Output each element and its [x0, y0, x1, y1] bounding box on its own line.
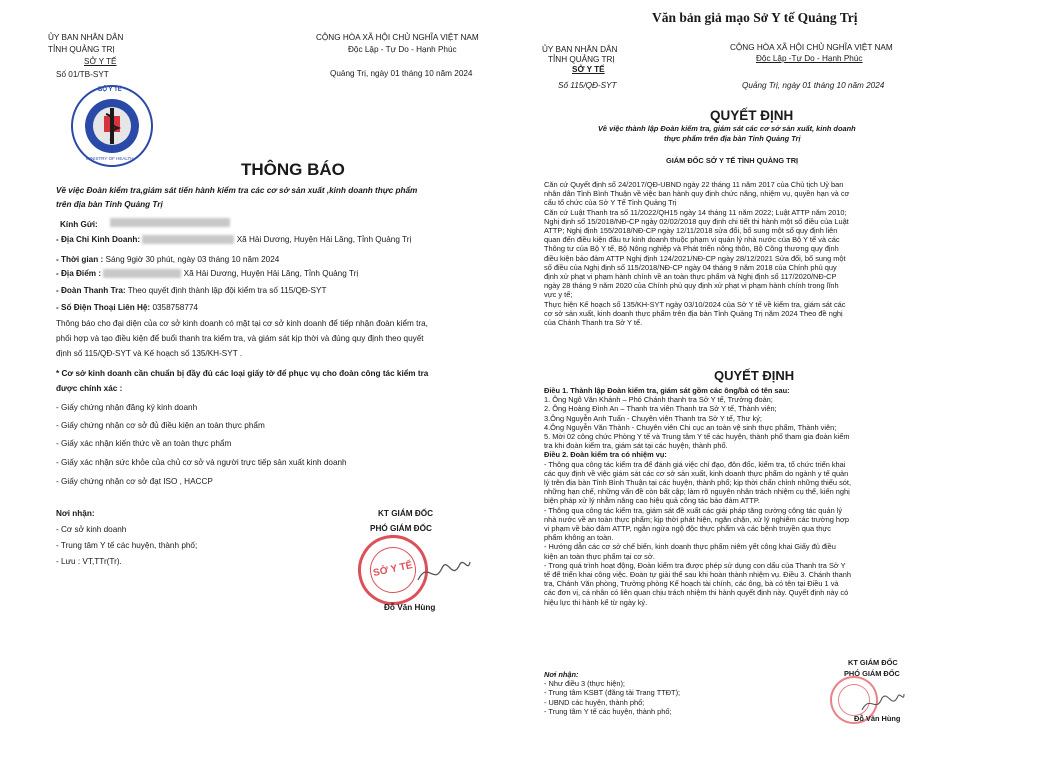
to-label: Kính Gửi:	[60, 220, 98, 229]
org-line-1: ỦY BAN NHÂN DÂN	[48, 33, 124, 42]
notice-subtitle-2: trên địa bàn Tỉnh Quảng Trị	[56, 200, 163, 209]
logo-top-text: BỘ Y TẾ	[98, 87, 122, 93]
redacted-place	[103, 269, 181, 278]
notice-line-2: phối hợp và tạo điều kiện để buổi thanh tra kiểm tra, và giám sát kịp thời và đúng quy định theo quyết	[56, 334, 424, 343]
notice-title: THÔNG BÁO	[241, 160, 345, 179]
signer-name: Đỗ Văn Hùng	[854, 714, 901, 723]
recipients-block: Nơi nhận: - Như điều 3 (thực hiện); - Trung tâm KSBT (đăng tải Trang TTĐT); - UBND các huyện, thành phố; - Trung tâm Y tế các huyện, thành phố;	[544, 670, 681, 716]
docs-item: - Giấy xác nhận sức khỏe của chủ cơ sở và người trực tiếp sản xuất kinh doanh	[56, 458, 347, 467]
org-line-2: TỈNH QUẢNG TRỊ	[548, 55, 615, 64]
decision-title: QUYẾT ĐỊNH	[714, 368, 795, 383]
team-row: - Đoàn Thanh Tra: Theo quyết định thành lập đội kiểm tra số 115/QĐ-SYT	[56, 286, 327, 295]
date-line: Quảng Trị, ngày 01 tháng 10 năm 2024	[330, 69, 473, 78]
motto: Độc Lập - Tự Do - Hạnh Phúc	[348, 45, 457, 54]
notice-line-3: định số 115/QĐ-SYT và Kế hoạch số 135/KH-SYT .	[56, 349, 243, 358]
article-1-block: Điều 1. Thành lập Đoàn kiểm tra, giám sát gồm các ông/bà có tên sau: 1. Ông Ngô Văn Khánh – Phó Chánh thanh tra Sở Y tế, Trưởng đoàn; 2. Ông Hoàng Đình An – Thanh tra viên Thanh tra Sở Y tế, Thành viên; 3.Ông Nguyễn Anh Tuấn - Chuyên viên Thanh tra Sở Y tế, Thư ký; 4.Ông Nguyễn Văn Thành - Chuyên viên Chi cục an toàn vệ sinh thực phẩm, Thành viên; 5. Mời 02 công chức Phòng Y tế và Trung tâm Y tế các huyện, thành phố tham gia đoàn kiểm tra khi đoàn kiểm tra, giám sát tại các huyện, thành phố. Điều 2. Đoàn kiểm tra có nhiệm vụ: - Thông qua công tác kiểm tra để đánh giá việc chỉ đạo, đôn đốc, kiểm tra, tổ chức triển khai các quy định về việc giám sát các cơ sở sản xuất, kinh doanh thực phẩm do ngành y tế quản lý trên địa bàn Tỉnh Bình Thuận tại các huyện, thành phố; kịp thời chấn chỉnh những thiếu sót, những hạn chế, những vấn đề còn bất cập; làm rõ nguyên nhân trách nhiệm cụ thể, kiến nghị biện pháp xử lý nhằm nâng cao hiệu quả công tác bảo đảm ATTP. - Thông qua công tác kiểm tra, giám sát đề xuất các giải pháp tăng cường công tác quản lý nhà nước về an toàn thực phẩm; kịp thời phát hiện, ngăn chặn, xử lý nghiêm các trường hợp vi phạm về bảo đảm ATTP, ngăn ngừa ngộ độc thực phẩm và các bệnh truyền qua thực phẩm không an toàn. - Hướng dẫn các cơ sở chế biến, kinh doanh thực phẩm niêm yết công khai Giấy đủ điều kiện an toàn thực phẩm tại cơ sở. - Trong quá trình hoạt động, Đoàn kiểm tra được phép sử dụng con dấu của Thanh tra Sở Y tế để triển khai công việc. Đoàn tự giải thể sau khi hoàn thành nhiệm vụ. Điều 3. Chánh thanh tra, Chánh Văn phòng, Trưởng phòng Kế hoạch tài chính, các ông, bà có tên tại Điều 1 và các đơn vị, cá nhân có liên quan chịu trách nhiệm thi hành quyết định này. Quyết định này có hiệu lực thi hành kể từ ngày ký.	[544, 386, 851, 607]
org-line-3: SỞ Y TẾ	[84, 57, 117, 66]
authority-line: GIÁM ĐỐC SỞ Y TẾ TỈNH QUẢNG TRỊ	[666, 156, 799, 165]
motto: Độc Lập -Tự Do - Hạnh Phúc	[756, 54, 863, 63]
sign-line-2: PHÓ GIÁM ĐỐC	[370, 524, 432, 533]
prep-line-2: được chính xác :	[56, 384, 123, 393]
page-heading: Văn bản giả mạo Sở Y tế Quảng Trị	[652, 10, 858, 25]
docs-item: - Giấy xác nhận kiến thức về an toàn thực phẩm	[56, 439, 232, 448]
redacted-recipient	[110, 218, 230, 227]
decision-subtitle-1: Về việc thành lập Đoàn kiểm tra, giám sát các cơ sở sản xuất, kinh doanh	[598, 124, 856, 133]
redacted-business	[142, 235, 234, 244]
docs-item: - Giấy chứng nhận cơ sở đủ điều kiện an toàn thực phẩm	[56, 421, 265, 430]
ministry-logo	[70, 84, 154, 168]
decision-header-title: QUYẾT ĐỊNH	[710, 108, 794, 123]
org-line-2: TỈNH QUẢNG TRỊ	[48, 45, 115, 54]
time-row: - Thời gian : Sáng 9giờ 30 phút, ngày 03 tháng 10 năm 2024	[56, 255, 280, 264]
notice-subtitle-1: Về việc Đoàn kiểm tra,giám sát tiến hành kiểm tra các cơ sở sản xuất ,kinh doanh thực phẩm	[56, 186, 418, 195]
business-address-row: - Địa Chỉ Kinh Doanh: Xã Hải Dương, Huyện Hải Lăng, Tỉnh Quảng Trị	[56, 235, 412, 244]
nation-header: CỘNG HÒA XÃ HỘI CHỦ NGHĨA VIỆT NAM	[316, 33, 479, 42]
fake-decision-document	[530, 22, 950, 732]
recipient-item: - Cơ sở kinh doanh	[56, 525, 127, 534]
sign-line-1: KT GIÁM ĐỐC	[378, 509, 434, 518]
signature-scribble	[860, 686, 906, 716]
docs-item: - Giấy chứng nhận cơ sở đạt ISO , HACCP	[56, 477, 213, 486]
decision-subtitle-2: thực phẩm trên địa bàn Tỉnh Quảng Trị	[664, 134, 801, 143]
signer-name: Đỗ Văn Hùng	[384, 603, 436, 612]
docs-item: - Giấy chứng nhận đăng ký kinh doanh	[56, 403, 198, 412]
place-row: - Địa Điểm : Xã Hải Dương, Huyện Hải Lăng, Tỉnh Quảng Trị	[56, 269, 359, 278]
nation-header: CỘNG HÒA XÃ HỘI CHỦ NGHĨA VIỆT NAM	[730, 43, 893, 52]
recipient-item: - Lưu : VT,TTr(Tr).	[56, 557, 122, 566]
doc-number: Số 115/QĐ-SYT	[558, 81, 617, 90]
notice-line-1: Thông báo cho đại diện của cơ sở kinh doanh có mặt tại cơ sở kinh doanh để tiếp nhận đoàn kiểm tra,	[56, 319, 428, 328]
doc-number: Số 01/TB-SYT	[56, 70, 109, 79]
preamble-block: Căn cứ Quyết định số 24/2017/QĐ-UBND ngày 22 tháng 11 năm 2017 của Chủ tịch Uỷ ban nhân dân Tỉnh Bình Thuận về việc ban hành quy định chức năng, nhiệm vụ, quyền hạn và cơ cấu tổ chức của Sở Y Tế Tỉnh Quảng Trị Căn cứ Luật Thanh tra số 11/2022/QH15 ngày 14 tháng 11 năm 2022; Luật ATTP năm 2010; Nghị định số 15/2018/NĐ-CP ngày 02/02/2018 quy định chi tiết thi hành một số điều của Luật ATTP; Nghị định 155/2018/NĐ-CP ngày 12/11/2018 sửa đổi, bổ sung một số quy định liên quan đến điều kiện đầu tư kinh doanh thuộc phạm vi quản lý nhà nước của Bộ Y tế và các Thông tư của Bộ Y tế, Bộ Nông nghiệp và Phát triển nông thôn, Bộ Công thương quy định điều kiện bảo đảm ATTP Nghị định 124/2021/NĐ-CP ngày 28/12/2021 Sửa đổi, bổ sung một số điều của Nghị định số 115/2018/NĐ-CP ngày 04 tháng 9 năm 2018 của Chính phủ quy định xử phạt vi phạm hành chính về an toàn thực phẩm và Nghị định số 117/2020/NĐ-CP ngày 28 tháng 9 năm 2020 của Chính phủ quy định xử phạt vi phạm hành chính trong lĩnh vực y tế; Thực hiện Kế hoạch số 135/KH-SYT ngày 03/10/2024 của Sở Y tế về kiểm tra, giám sát các cơ sở sản xuất, kinh doanh thực phẩm trên địa bàn Tỉnh Quảng Trị năm 2024 Theo đề nghị của Chánh Thanh tra Sở Y tế.	[544, 180, 850, 328]
org-line-1: ỦY BAN NHÂN DÂN	[542, 45, 618, 54]
recipients-title: Nơi nhận:	[56, 509, 95, 518]
org-line-3: SỞ Y TẾ	[572, 65, 605, 74]
phone-row: - Số Điện Thoại Liên Hệ: 0358758774	[56, 303, 198, 312]
recipient-item: - Trung tâm Y tế các huyện, thành phố;	[56, 541, 198, 550]
sign-line-2: PHÓ GIÁM ĐỐC	[844, 669, 900, 678]
sign-line-1: KT GIÁM ĐỐC	[848, 658, 898, 667]
prep-line-1: * Cơ sở kinh doanh cần chuẩn bị đầy đủ các loại giấy tờ để phục vụ cho đoàn công tác kiểm tra	[56, 369, 429, 378]
fake-notice-document	[48, 22, 518, 622]
date-line: Quảng Trị, ngày 01 tháng 10 năm 2024	[742, 81, 885, 90]
logo-bottom-text: MINISTRY OF HEALTH	[86, 156, 134, 161]
red-seal-stamp: SỞ Y TẾ	[351, 528, 434, 611]
signature-scribble	[414, 550, 474, 590]
